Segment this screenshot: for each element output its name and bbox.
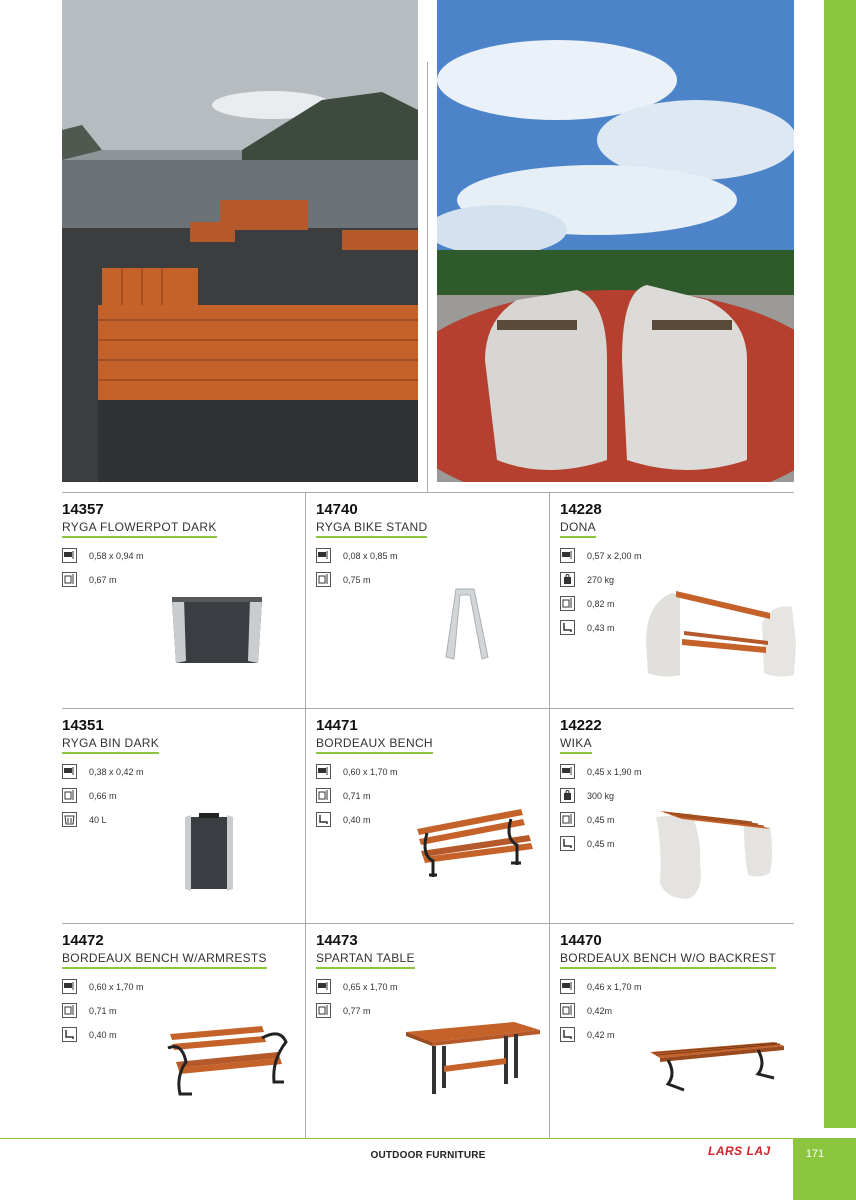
dimensions-icon xyxy=(316,979,331,994)
flowerpot-product-image xyxy=(162,593,272,673)
product-code: 14228 xyxy=(560,501,602,518)
product-code: 14222 xyxy=(560,717,602,734)
spec-weight: 270 kg xyxy=(560,572,614,587)
height-icon xyxy=(62,1003,77,1018)
product-name: DONA xyxy=(560,520,596,538)
height-icon xyxy=(62,788,77,803)
product-code: 14471 xyxy=(316,717,358,734)
spec-seat-height: 0,43 m xyxy=(560,620,615,635)
spec-dimensions: 0,38 x 0,42 m xyxy=(62,764,144,779)
weight-icon xyxy=(560,788,575,803)
dimensions-icon xyxy=(316,548,331,563)
height-icon xyxy=(316,788,331,803)
product-card-14228 xyxy=(560,501,804,716)
bordeaux-backless-bench-product-image xyxy=(648,1038,788,1108)
product-card-14222 xyxy=(560,717,804,932)
spec-seat-height: 0,40 m xyxy=(316,812,371,827)
product-card-14470 xyxy=(560,932,804,1147)
spec-height: 0,66 m xyxy=(62,788,117,803)
spec-height: 0,75 m xyxy=(316,572,371,587)
dona-bench-product-image xyxy=(642,583,802,683)
spec-height: 0,71 m xyxy=(316,788,371,803)
product-card-14351 xyxy=(62,717,306,932)
bin-product-image xyxy=(177,809,247,899)
product-name: RYGA BIN DARK xyxy=(62,736,159,754)
product-code: 14473 xyxy=(316,932,358,949)
product-code: 14740 xyxy=(316,501,358,518)
product-code: 14357 xyxy=(62,501,104,518)
spartan-table-product-image xyxy=(404,1018,544,1108)
seat-height-icon xyxy=(316,812,331,827)
dimensions-icon xyxy=(62,764,77,779)
spec-dimensions: 0,57 x 2,00 m xyxy=(560,548,642,563)
product-code: 14351 xyxy=(62,717,104,734)
dimensions-icon xyxy=(560,764,575,779)
spec-dimensions: 0,65 x 1,70 m xyxy=(316,979,398,994)
weight-icon xyxy=(560,572,575,587)
dimensions-icon xyxy=(560,548,575,563)
spec-height: 0,82 m xyxy=(560,596,615,611)
height-icon xyxy=(316,1003,331,1018)
height-icon xyxy=(560,812,575,827)
product-name: WIKA xyxy=(560,736,592,754)
stone-bench-photo xyxy=(437,0,794,482)
spec-seat-height: 0,42 m xyxy=(560,1027,615,1042)
spec-height: 0,42m xyxy=(560,1003,612,1018)
product-code: 14472 xyxy=(62,932,104,949)
photo-divider xyxy=(427,62,428,492)
spec-dimensions: 0,46 x 1,70 m xyxy=(560,979,642,994)
product-card-14473 xyxy=(316,932,560,1147)
product-name: BORDEAUX BENCH W/ARMRESTS xyxy=(62,951,267,969)
height-icon xyxy=(560,1003,575,1018)
seat-height-icon xyxy=(560,836,575,851)
seat-height-icon xyxy=(560,1027,575,1042)
spec-dimensions: 0,60 x 1,70 m xyxy=(316,764,398,779)
spec-height: 0,71 m xyxy=(62,1003,117,1018)
product-name: SPARTAN TABLE xyxy=(316,951,415,969)
grid-line xyxy=(62,492,794,493)
waterfront-bench-photo xyxy=(62,0,418,482)
product-name: BORDEAUX BENCH xyxy=(316,736,433,754)
seat-height-icon xyxy=(560,620,575,635)
side-accent-bar xyxy=(824,0,856,1128)
seat-height-icon xyxy=(62,1027,77,1042)
product-name: BORDEAUX BENCH W/O BACKREST xyxy=(560,951,776,969)
bike-stand-product-image xyxy=(426,585,516,675)
bin-capacity-icon xyxy=(62,812,77,827)
spec-dimensions: 0,60 x 1,70 m xyxy=(62,979,144,994)
height-icon xyxy=(560,596,575,611)
wika-bench-product-image xyxy=(652,803,782,903)
product-card-14740 xyxy=(316,501,560,716)
dimensions-icon xyxy=(316,764,331,779)
bordeaux-bench-product-image xyxy=(411,805,541,885)
brand-logo: LARS LAJ xyxy=(708,1144,771,1158)
bordeaux-armrest-bench-product-image xyxy=(162,1022,297,1107)
product-card-14471 xyxy=(316,717,560,932)
spec-dimensions: 0,08 x 0,85 m xyxy=(316,548,398,563)
product-card-14472 xyxy=(62,932,306,1147)
product-name: RYGA BIKE STAND xyxy=(316,520,427,538)
spec-weight: 300 kg xyxy=(560,788,614,803)
dimensions-icon xyxy=(560,979,575,994)
page-number: 171 xyxy=(805,1148,825,1160)
spec-dimensions: 0,58 x 0,94 m xyxy=(62,548,144,563)
dimensions-icon xyxy=(62,979,77,994)
footer-divider xyxy=(0,1138,793,1139)
product-name: RYGA FLOWERPOT DARK xyxy=(62,520,217,538)
spec-capacity: 40 L xyxy=(62,812,107,827)
spec-height: 0,67 m xyxy=(62,572,117,587)
product-card-14357 xyxy=(62,501,306,716)
spec-height: 0,45 m xyxy=(560,812,615,827)
height-icon xyxy=(62,572,77,587)
dimensions-icon xyxy=(62,548,77,563)
footer-title: OUTDOOR FURNITURE xyxy=(370,1150,486,1161)
spec-dimensions: 0,45 x 1,90 m xyxy=(560,764,642,779)
spec-seat-height: 0,45 m xyxy=(560,836,615,851)
product-code: 14470 xyxy=(560,932,602,949)
spec-seat-height: 0,40 m xyxy=(62,1027,117,1042)
spec-height: 0,77 m xyxy=(316,1003,371,1018)
height-icon xyxy=(316,572,331,587)
